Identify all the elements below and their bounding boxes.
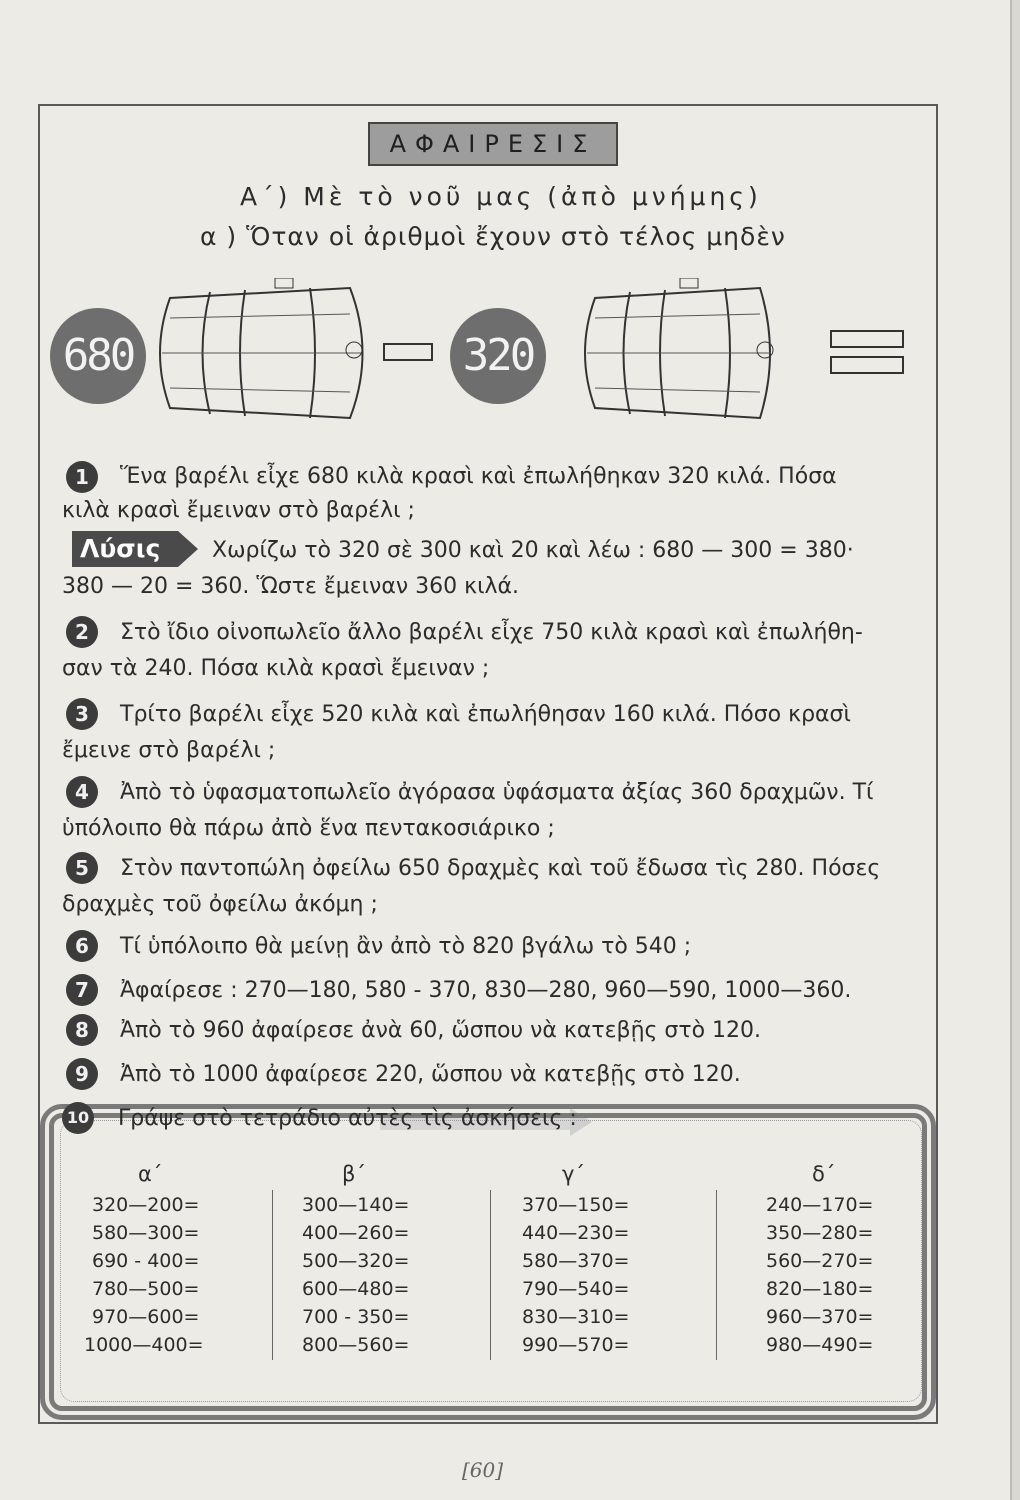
problem-number-badge: 9 <box>66 1058 98 1090</box>
exercise-item: 580—300= <box>92 1222 200 1244</box>
column-heading: γ΄ <box>562 1162 585 1186</box>
solution-arrow <box>178 531 198 567</box>
exercise-item: 820—180= <box>766 1278 874 1300</box>
equals-sign-top <box>830 330 904 348</box>
barrel-icon <box>575 278 785 428</box>
barrel-icon <box>150 278 380 428</box>
minus-sign <box>383 343 433 361</box>
exercise-item: 350—280= <box>766 1222 874 1244</box>
equals-sign-bottom <box>830 356 904 374</box>
exercise-item: 320—200= <box>92 1194 200 1216</box>
problem-2-line-2: σαν τὰ 240. Πόσα κιλὰ κρασὶ ἔμειναν ; <box>62 656 490 681</box>
exercise-item: 830—310= <box>522 1306 630 1328</box>
problem-5-line-1: Στὸν παντοπώλη ὀφείλω 650 δραχμὲς καὶ τοῦ ἔδωσα τὶς 280. Πόσες <box>120 856 881 881</box>
problem-number-badge: 3 <box>66 698 98 730</box>
exercise-item: 370—150= <box>522 1194 630 1216</box>
problem-number-badge: 5 <box>66 852 98 884</box>
problem-7-line-1: Ἀφαίρεσε : 270—180, 580 - 370, 830—280, 960—590, 1000—360. <box>120 978 852 1003</box>
subsection-heading: α ) Ὅταν οἱ ἀριθμοὶ ἔχουν στὸ τέλος μηδὲν <box>200 222 786 251</box>
problem-5-line-2: δραχμὲς τοῦ ὀφείλω ἀκόμη ; <box>62 892 378 917</box>
exercise-item: 500—320= <box>302 1250 410 1272</box>
problem-8-line-1: Ἀπὸ τὸ 960 ἀφαίρεσε ἀνὰ 60, ὥσπου νὰ κατεβῇς στὸ 120. <box>120 1018 762 1043</box>
exercise-item: 970—600= <box>92 1306 200 1328</box>
exercise-item: 600—480= <box>302 1278 410 1300</box>
exercise-item: 700 - 350= <box>302 1306 410 1328</box>
problem-number-badge: 4 <box>66 776 98 808</box>
exercise-item: 990—570= <box>522 1334 630 1356</box>
exercise-item: 780—500= <box>92 1278 200 1300</box>
problem-number-badge: 2 <box>66 616 98 648</box>
page-number: [60] <box>462 1458 504 1482</box>
column-divider <box>716 1190 717 1360</box>
page-edge <box>1010 0 1020 1500</box>
number-320-circle: 320 <box>450 308 546 404</box>
problem-3-line-1: Τρίτο βαρέλι εἶχε 520 κιλὰ καὶ ἐπωλήθησαν 160 κιλά. Πόσο κρασὶ <box>120 702 851 727</box>
solution-label: Λύσις <box>72 531 178 567</box>
solution-line-1: Χωρίζω τὸ 320 σὲ 300 καὶ 20 καὶ λέω : 680 — 300 = 380· <box>212 538 854 563</box>
column-heading: α΄ <box>138 1162 163 1186</box>
problem-6-line-1: Τί ὑπόλοιπο θὰ μείνῃ ἂν ἀπὸ τὸ 820 βγάλω τὸ 540 ; <box>120 934 692 959</box>
column-divider <box>490 1190 491 1360</box>
exercise-item: 960—370= <box>766 1306 874 1328</box>
problem-number-badge: 1 <box>66 461 98 493</box>
problem-3-line-2: ἔμεινε στὸ βαρέλι ; <box>62 738 276 763</box>
exercise-item: 800—560= <box>302 1334 410 1356</box>
problem-1-line-2: κιλὰ κρασὶ ἔμειναν στὸ βαρέλι ; <box>62 498 415 523</box>
solution-line-2: 380 — 20 = 360. Ὥστε ἔμειναν 360 κιλά. <box>62 574 520 599</box>
problem-4-line-1: Ἀπὸ τὸ ὑφασματοπωλεῖο ἀγόρασα ὑφάσματα ἀξίας 360 δραχμῶν. Τί <box>120 780 874 805</box>
section-heading: Α΄) Μὲ τὸ νοῦ μας (ἀπὸ μνήμης) <box>240 182 762 211</box>
exercise-item: 240—170= <box>766 1194 874 1216</box>
problem-number-badge: 10 <box>62 1102 94 1134</box>
problem-9-line-1: Ἀπὸ τὸ 1000 ἀφαίρεσε 220, ὥσπου νὰ κατεβῇς στὸ 120. <box>120 1062 741 1087</box>
exercise-item: 580—370= <box>522 1250 630 1272</box>
column-divider <box>272 1190 273 1360</box>
problem-1-line-1: Ἕνα βαρέλι εἶχε 680 κιλὰ κρασὶ καὶ ἐπωλήθηκαν 320 κιλά. Πόσα <box>120 464 837 489</box>
exercise-item: 690 - 400= <box>92 1250 200 1272</box>
problem-2-line-1: Στὸ ἴδιο οἰνοπωλεῖο ἄλλο βαρέλι εἶχε 750 κιλὰ κρασὶ καὶ ἐπωλήθη- <box>120 620 863 645</box>
exercise-item: 980—490= <box>766 1334 874 1356</box>
exercise-item: 560—270= <box>766 1250 874 1272</box>
problem-number-badge: 7 <box>66 974 98 1006</box>
problem-number-badge: 8 <box>66 1014 98 1046</box>
problem-number-badge: 6 <box>66 930 98 962</box>
page-title: ΑΦΑΙΡΕΣΙΣ <box>368 122 618 166</box>
problem-4-line-2: ὑπόλοιπο θὰ πάρω ἀπὸ ἕνα πεντακοσιάρικο ; <box>62 816 555 841</box>
exercise-item: 790—540= <box>522 1278 630 1300</box>
exercise-item: 300—140= <box>302 1194 410 1216</box>
exercise-item: 1000—400= <box>84 1334 204 1356</box>
exercise-item: 400—260= <box>302 1222 410 1244</box>
column-heading: β΄ <box>342 1162 366 1186</box>
exercise-item: 440—230= <box>522 1222 630 1244</box>
problem-10-line-1: Γράψε στὸ τετράδιο αὐτὲς τὶς ἀσκήσεις : <box>118 1106 577 1131</box>
number-680-circle: 680 <box>50 308 146 404</box>
column-heading: δ΄ <box>812 1162 836 1186</box>
